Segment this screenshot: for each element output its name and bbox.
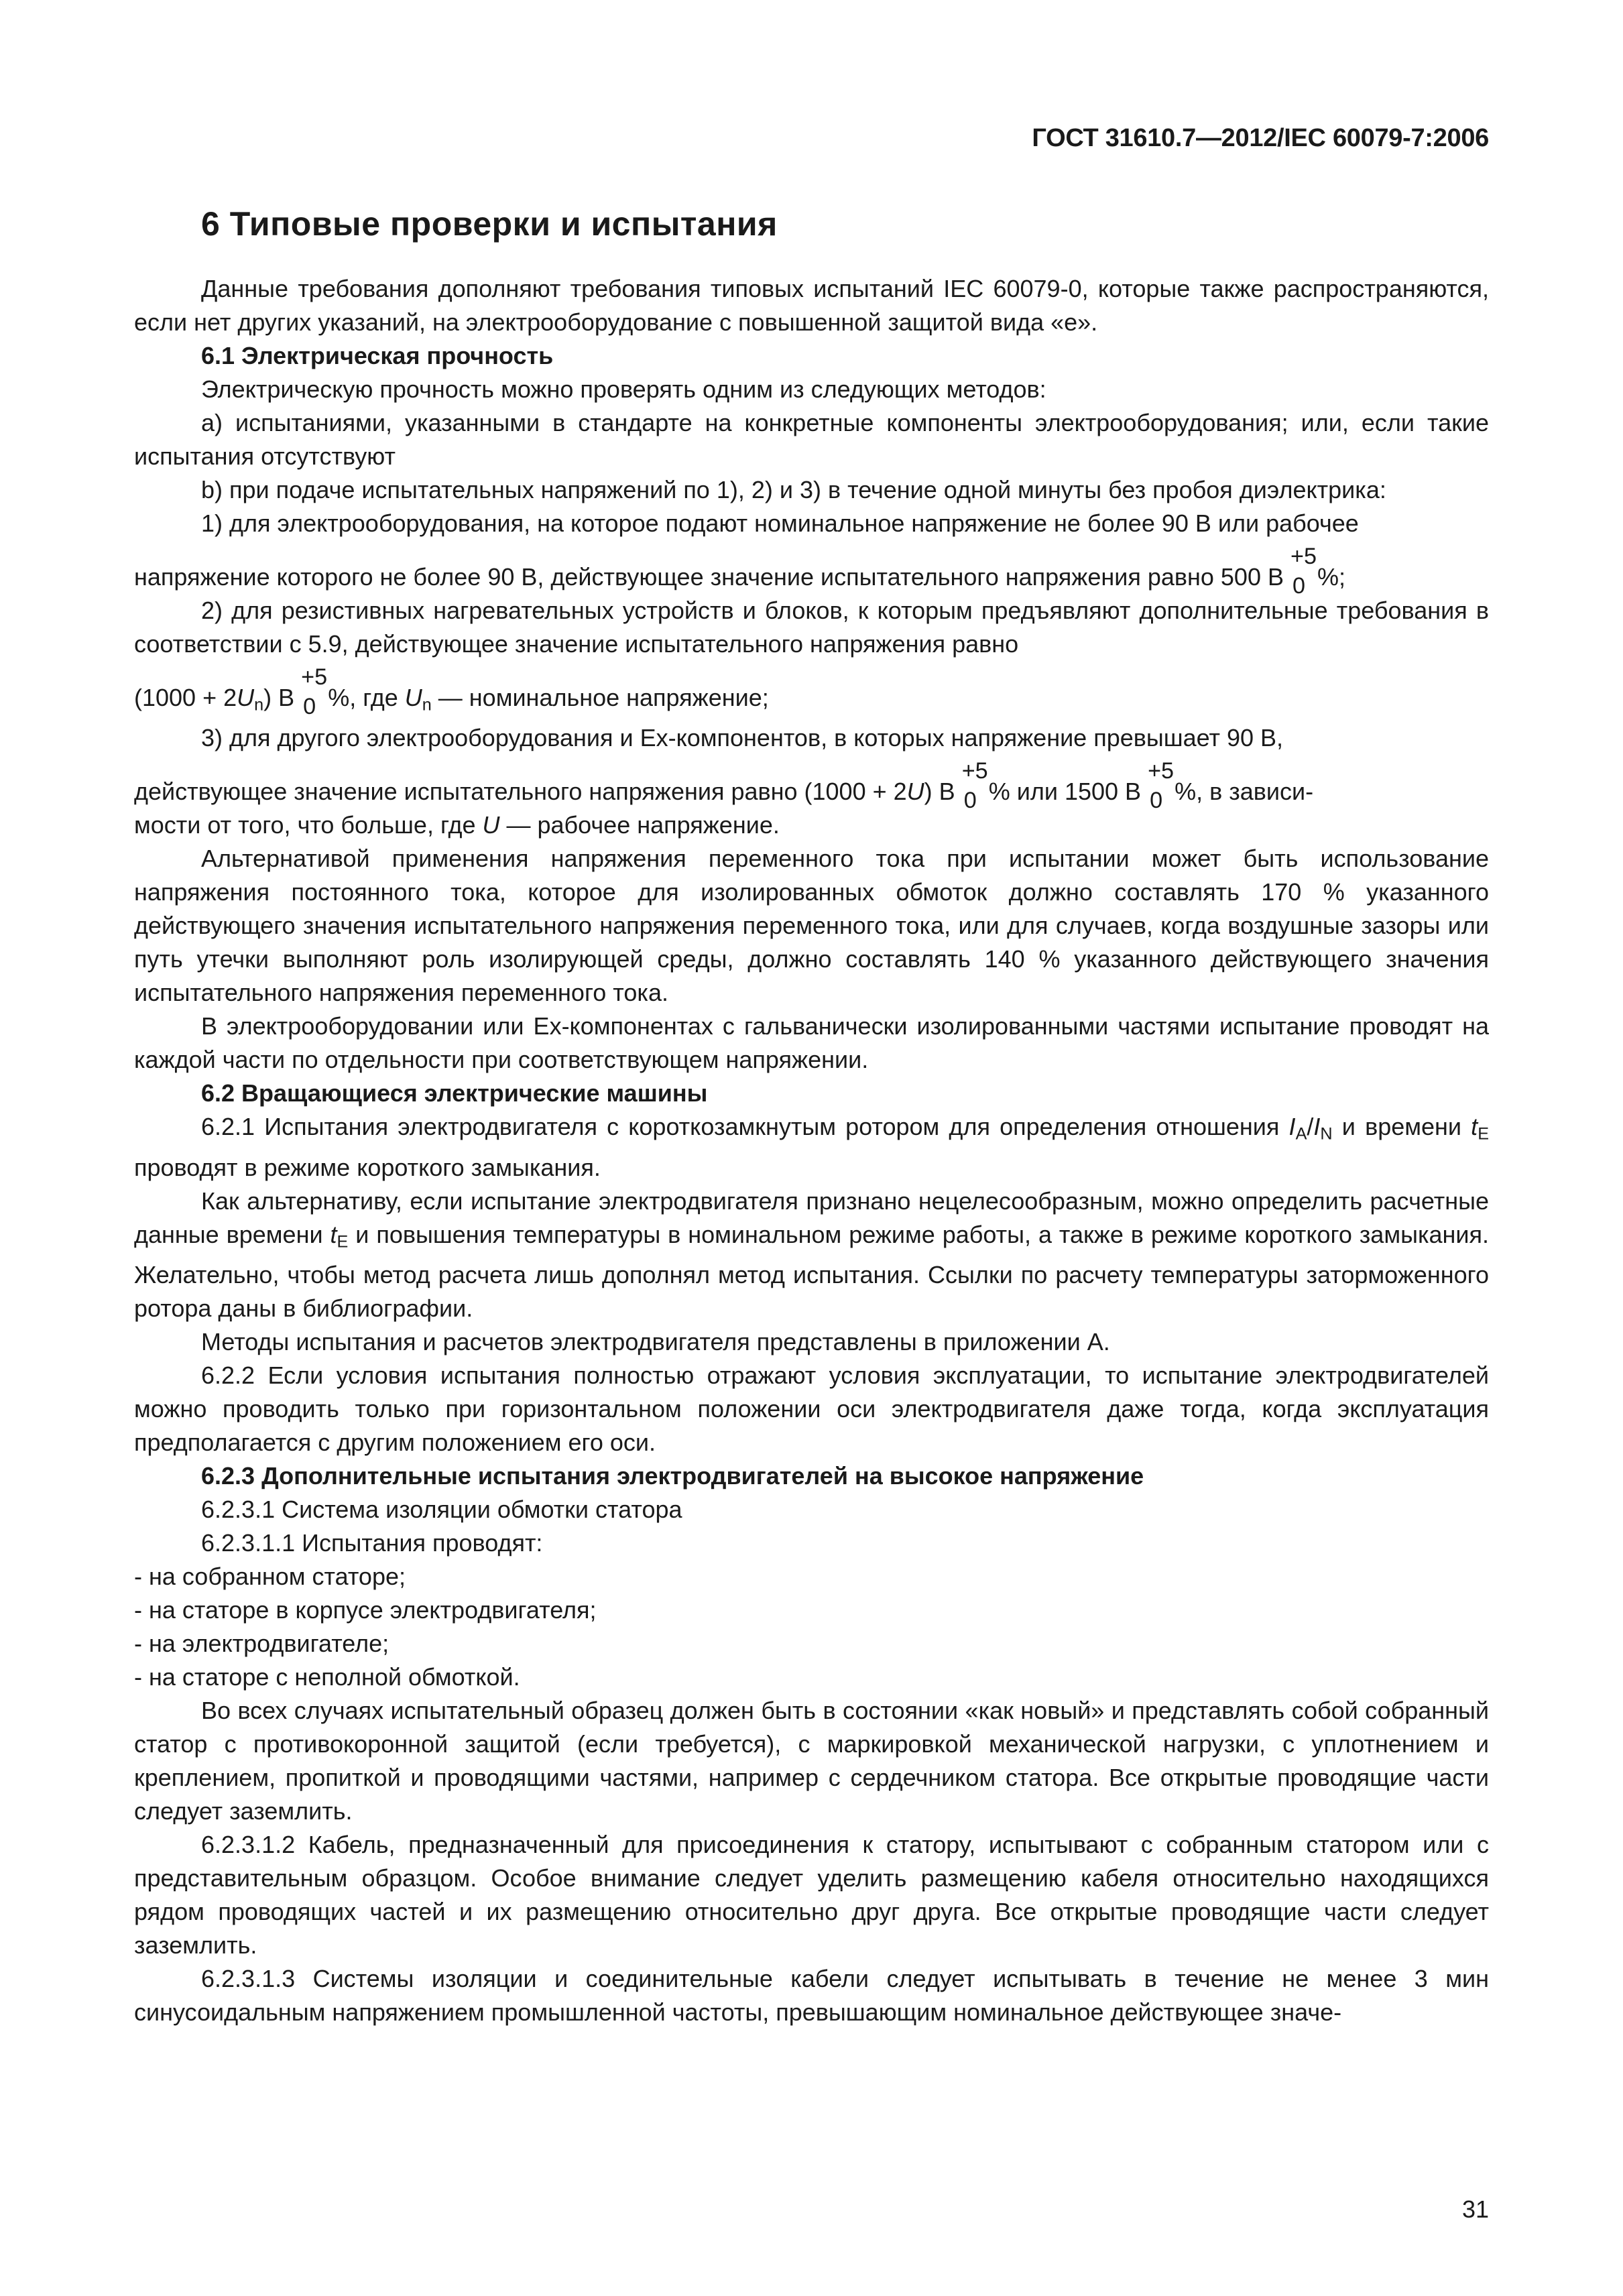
paragraph-6-2-1: 6.2.1 Испытания электродвигателя с короткозамкнутым ротором для определения отношения $I_A/I_N$ и времени $t_E$ проводят в режиме короткого замыкания. <box>134 1113 1489 1181</box>
paragraph-dc-alternative: Альтернативой применения напряжения переменного тока при испытании может быть использование напряжения постоянного тока, которое для изолированных обмоток должно составлять 170 % указанного действующего значения испытательного напряжения переменного тока, или для случаев, когда воздушные зазоры или путь утечки выполняют роль изолирующей среды, должно составлять 140 % указанного действующего значения испытательного напряжения переменного тока. <box>134 845 1489 1007</box>
tolerance: +5 0 <box>1148 758 1175 814</box>
item-1-line1: 1) для электрооборудования, на которое подают номинальное напряжение не более 90 В или рабочее <box>201 509 1359 537</box>
heading-6-1: 6.1 Электрическая прочность <box>201 342 554 369</box>
heading-6-2: 6.2 Вращающиеся электрические машины <box>201 1079 708 1107</box>
standard-header: ГОСТ 31610.7—2012/IEC 60079-7:2006 <box>1032 124 1489 152</box>
item-3-text: 3) для другого электрооборудования и Ex-компонентов, в которых напряжение превышает 90 В, <box>201 724 1284 752</box>
paragraph-methods-annex: Методы испытания и расчетов электродвигателя представлены в приложении А. <box>201 1327 1110 1355</box>
item-1-line2: напряжение которого не более 90 В, действующее значение испытательного напряжения равно 500 В <box>134 563 1284 591</box>
item-3: 3) для другого электрооборудования и Ex-компонентов, в которых напряжение превышает 90 В, действующее значение испытательного напряжения равно (1000 + 2U) В +5 0 % или 1500 В +5 0 %, в зависи- мости от того, что больше, где U — рабочее напряжение. <box>134 724 1314 839</box>
list-item: - на электродвигателе; <box>134 1629 389 1657</box>
paragraph-galvanic: В электрооборудовании или Ex-компонентах с гальванически изолированными частями испытание проводят на каждой части по отдельности при соответствующем напряжении. <box>134 1012 1489 1074</box>
tolerance: +5 0 <box>1290 543 1317 599</box>
paragraph-6-2-2: 6.2.2 Если условия испытания полностью отражают условия эксплуатации, то испытание электродвигателей можно проводить только при горизонтальном положении оси электродвигателя даже тогда, когда эксплуатация предполагается с другим положением его оси. <box>134 1361 1489 1456</box>
tolerance: +5 0 <box>961 758 988 814</box>
document-body <box>134 272 1489 2029</box>
section-title: 6 Типовые проверки и испытания <box>201 205 778 243</box>
paragraph-6-2-3-1: 6.2.3.1 Система изоляции обмотки статора <box>201 1495 682 1523</box>
item-2-text: 2) для резистивных нагревательных устройств и блоков, к которым предъявляют дополнительные требования в соответствии с 5.9, действующее значение испытательного напряжения равно <box>134 597 1489 658</box>
item-2: 2) для резистивных нагревательных устройств и блоков, к которым предъявляют дополнительные требования в соответствии с 5.9, действующее значение испытательного напряжения равно $(1000 + 2U_n)$ В +5 0 %, где $U_n$ — номинальное напряжение; <box>134 597 1489 719</box>
paragraph-all-cases: Во всех случаях испытательный образец должен быть в состоянии «как новый» и представлять собой собранный статор с противокоронной защитой (если требуется), с маркировкой механической нагрузки, с уплотнением и креплением, пропиткой и проводящими частями, например с сердечником статора. Все открытые проводящие части следует заземлить. <box>134 1696 1489 1825</box>
list-item: - на статоре с неполной обмоткой. <box>134 1663 520 1691</box>
paragraph-6-2-3-1-3: 6.2.3.1.3 Системы изоляции и соединительные кабели следует испытывать в течение не менее 3 мин синусоидальным напряжением промышленной частоты, превышающим номинальное действующее значе- <box>134 1964 1489 2026</box>
paragraph-6-2-3-1-2: 6.2.3.1.2 Кабель, предназначенный для присоединения к статору, испытывают с собранным статором или с представительным образцом. Особое внимание следует уделить размещению кабеля относительно находящихся рядом проводящих частей и их размещению относительно друг друга. Все открытые проводящие части следует заземлить. <box>134 1830 1489 1959</box>
item-1: 1) для электрооборудования, на которое подают номинальное напряжение не более 90 В или рабочее напряжение которого не более 90 В, действующее значение испытательного напряжения равно 500 В +5 0 %; <box>134 509 1359 599</box>
heading-6-2-3: 6.2.3 Дополнительные испытания электродвигателей на высокое напряжение <box>201 1461 1144 1490</box>
page-number: 31 <box>1461 2195 1489 2223</box>
paragraph-6-2-3-1-1: 6.2.3.1.1 Испытания проводят: <box>201 1528 543 1557</box>
list-item: - на статоре в корпусе электродвигателя; <box>134 1595 597 1624</box>
paragraph-6-1-methods: Электрическую прочность можно проверять одним из следующих методов: <box>201 375 1046 403</box>
tolerance: +5 0 <box>301 664 328 719</box>
intro-paragraph: Данные требования дополняют требования типовых испытаний IEC 60079-0, которые также распространяются, если нет других указаний, на электрооборудование с повышенной защитой вида «е». <box>134 275 1489 336</box>
item-b: b) при подаче испытательных напряжений по 1), 2) и 3) в течение одной минуты без пробоя диэлектрика: <box>201 476 1386 503</box>
paragraph-calculation: Как альтернативу, если испытание электродвигателя признано нецелесообразным, можно определить расчетные данные времени $t_E$ и повышения температуры в номинальном режиме работы, а также в режиме короткого замыкания. Желательно, чтобы метод расчета лишь дополнял метод испытания. Ссылки по расчету температуры заторможенного ротора даны в библиографии. <box>134 1187 1490 1322</box>
item-a: a) испытаниями, указанными в стандарте на конкретные компоненты электрооборудования; или, если такие испытания отсутствуют <box>134 409 1489 470</box>
list-item: - на собранном статоре; <box>134 1562 406 1590</box>
